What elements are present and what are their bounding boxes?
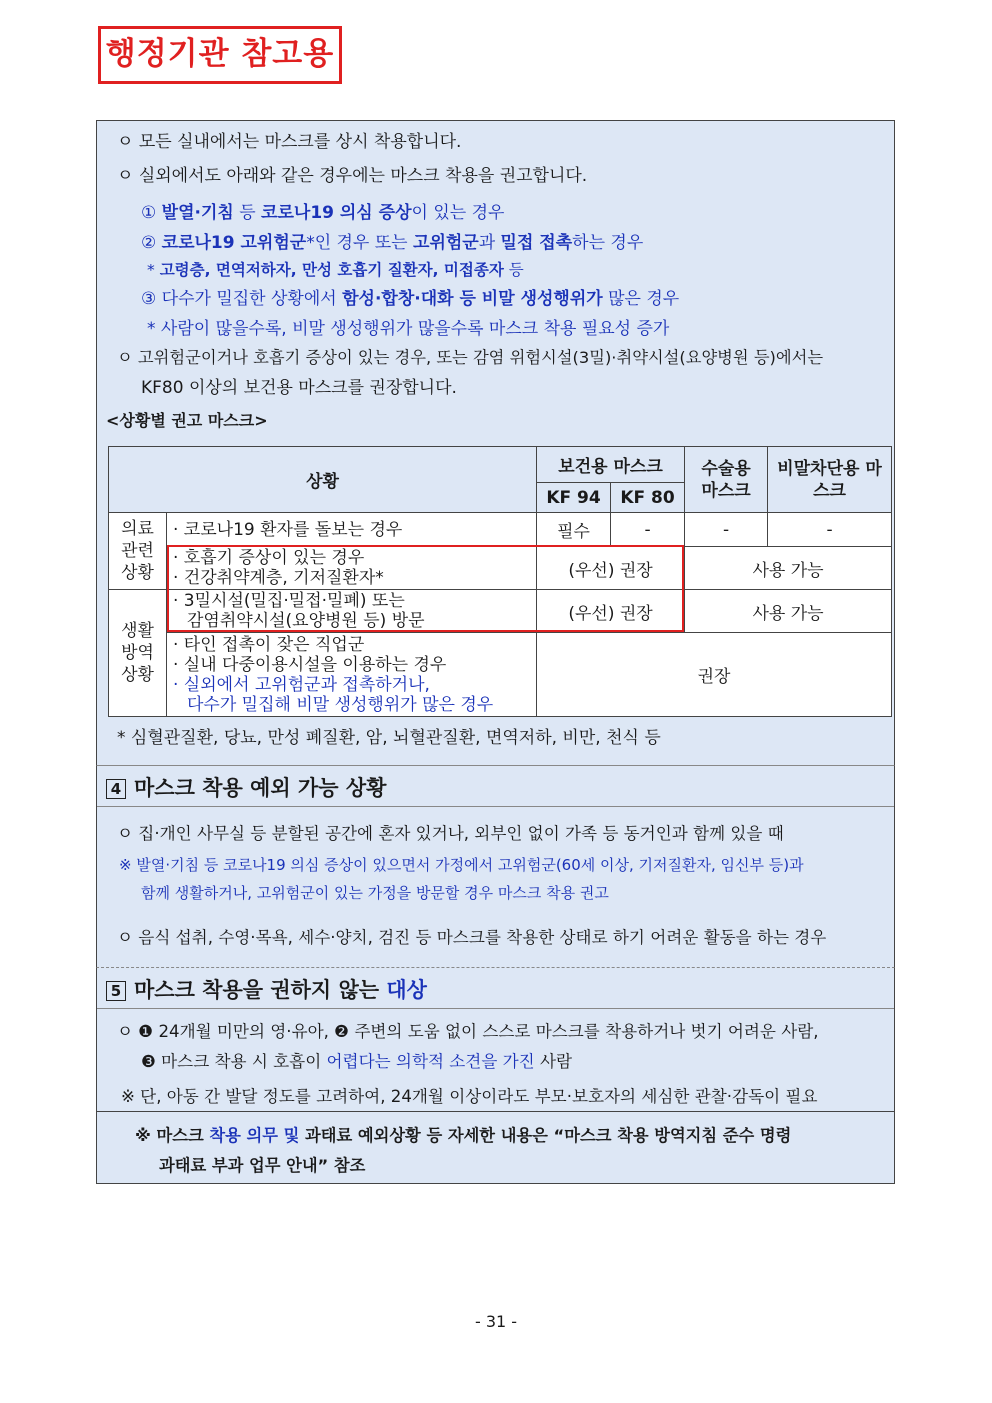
exception-alone: ㅇ 집·개인 사무실 등 분할된 공간에 혼자 있거나, 외부인 없이 가족 등 동거인과 함께 있을 때 [117, 824, 784, 843]
exception-note-1: ※ 발열·기침 등 코로나19 의심 증상이 있으면서 가정에서 고위험군(60세 이상, 기저질환자, 임신부 등)과 [119, 856, 804, 874]
reference-stamp: 행정기관 참고용 [98, 26, 342, 84]
cell-kf80-dash: - [611, 513, 685, 547]
mask-guidance-box [96, 120, 895, 765]
cell-health-priority-2: (우선) 권장 [537, 590, 685, 633]
row-daily-cases: · 타인 접촉이 잦은 직업군 · 실내 다중이용시설을 이용하는 경우 · 실외에서 고위험군과 접촉하거나, 다수가 밀집해 비말 생성행위가 많은 경우 [167, 633, 537, 717]
group-daily: 생활 방역 상황 [109, 590, 167, 717]
table-title: <상황별 권고 마스크> [106, 411, 268, 430]
cell-recommended: 권장 [537, 633, 892, 717]
section-4-number: 4 [106, 779, 126, 799]
header-situation: 상황 [109, 447, 537, 513]
section-5-number: 5 [106, 981, 126, 1001]
cell-health-priority: (우선) 권장 [537, 547, 685, 590]
rule-outdoor: ㅇ 실외에서도 아래와 같은 경우에는 마스크 착용을 권고합니다. [117, 166, 588, 186]
cell-surgical-dash: - [685, 513, 768, 547]
reference-note-line2: 과태료 부과 업무 안내” 참조 [159, 1156, 366, 1175]
table-footnote: * 심혈관질환, 당뇨, 만성 폐질환, 암, 뇌혈관질환, 면역저하, 비만, 천식 등 [117, 728, 661, 748]
section-4-title: 4 마스크 착용 예외 가능 상황 [106, 772, 386, 802]
case-3-note: * 사람이 많을수록, 비말 생성행위가 많을수록 마스크 착용 필요성 증가 [147, 319, 670, 339]
row-3mil: · 3밀시설(밀집·밀접·밀폐) 또는 감염취약시설(요양병원 등) 방문 [167, 590, 537, 633]
page-number: - 31 - [474, 1312, 518, 1331]
cell-other-allowed: 사용 가능 [685, 547, 892, 590]
reference-note-line1: ※ 마스크 착용 의무 및 과태료 예외상황 등 자세한 내용은 “마스크 착용 방역지침 준수 명령 [135, 1126, 792, 1145]
row-respiratory: · 호흡기 증상이 있는 경우 · 건강취약계층, 기저질환자* [167, 547, 537, 590]
not-recommended-2: ❸ 마스크 착용 시 호흡이 어렵다는 의학적 소견을 가진 사람 [141, 1052, 573, 1071]
exception-note-2: 함께 생활하거나, 고위험군이 있는 가정을 방문할 경우 마스크 착용 권고 [141, 884, 609, 902]
header-surgical-mask: 수술용 마스크 [685, 447, 768, 513]
rule-kf80-line2: KF80 이상의 보건용 마스크를 권장합니다. [141, 378, 457, 398]
row-covid-care: · 코로나19 환자를 돌보는 경우 [167, 513, 537, 547]
case-2: ② 코로나19 고위험군*인 경우 또는 고위험군과 밀접 접촉하는 경우 [141, 233, 644, 253]
rule-indoor: ㅇ 모든 실내에서는 마스크를 상시 착용합니다. [117, 132, 462, 152]
header-health-mask: 보건용 마스크 [537, 447, 685, 483]
cell-other-allowed-2: 사용 가능 [685, 590, 892, 633]
mask-recommendation-table [108, 446, 892, 717]
header-droplet-mask: 비말차단용 마스크 [768, 447, 892, 513]
reference-note [96, 1111, 895, 1184]
section-5 [96, 967, 895, 1111]
cell-droplet-dash: - [768, 513, 892, 547]
cell-kf94-required: 필수 [537, 513, 611, 547]
not-recommended-note: ※ 단, 아동 간 발달 정도를 고려하여, 24개월 이상이라도 부모·보호자의 세심한 관찰·감독이 필요 [121, 1087, 818, 1106]
header-kf94: KF 94 [537, 483, 611, 513]
case-3: ③ 다수가 밀집한 상황에서 함성·합창·대화 등 비말 생성행위가 많은 경우 [141, 289, 680, 309]
section-5-title: 5 마스크 착용을 권하지 않는 대상 [106, 974, 427, 1004]
rule-kf80-line1: ㅇ 고위험군이거나 호흡기 증상이 있는 경우, 또는 감염 위험시설(3밀)·취약시설(요양병원 등)에서는 [117, 348, 824, 367]
header-kf80: KF 80 [611, 483, 685, 513]
not-recommended-1: ㅇ ❶ 24개월 미만의 영·유아, ❷ 주변의 도움 없이 스스로 마스크를 착용하거나 벗기 어려운 사람, [117, 1022, 819, 1041]
exception-activities: ㅇ 음식 섭취, 수영·목욕, 세수·양치, 검진 등 마스크를 착용한 상태로 하기 어려운 활동을 하는 경우 [117, 928, 827, 947]
section-4 [96, 765, 895, 967]
group-medical: 의료 관련 상황 [109, 513, 167, 590]
case-1: ① 발열·기침 등 코로나19 의심 증상이 있는 경우 [141, 203, 505, 223]
case-2-note: * 고령층, 면역저하자, 만성 호흡기 질환자, 미접종자 등 [147, 261, 524, 279]
